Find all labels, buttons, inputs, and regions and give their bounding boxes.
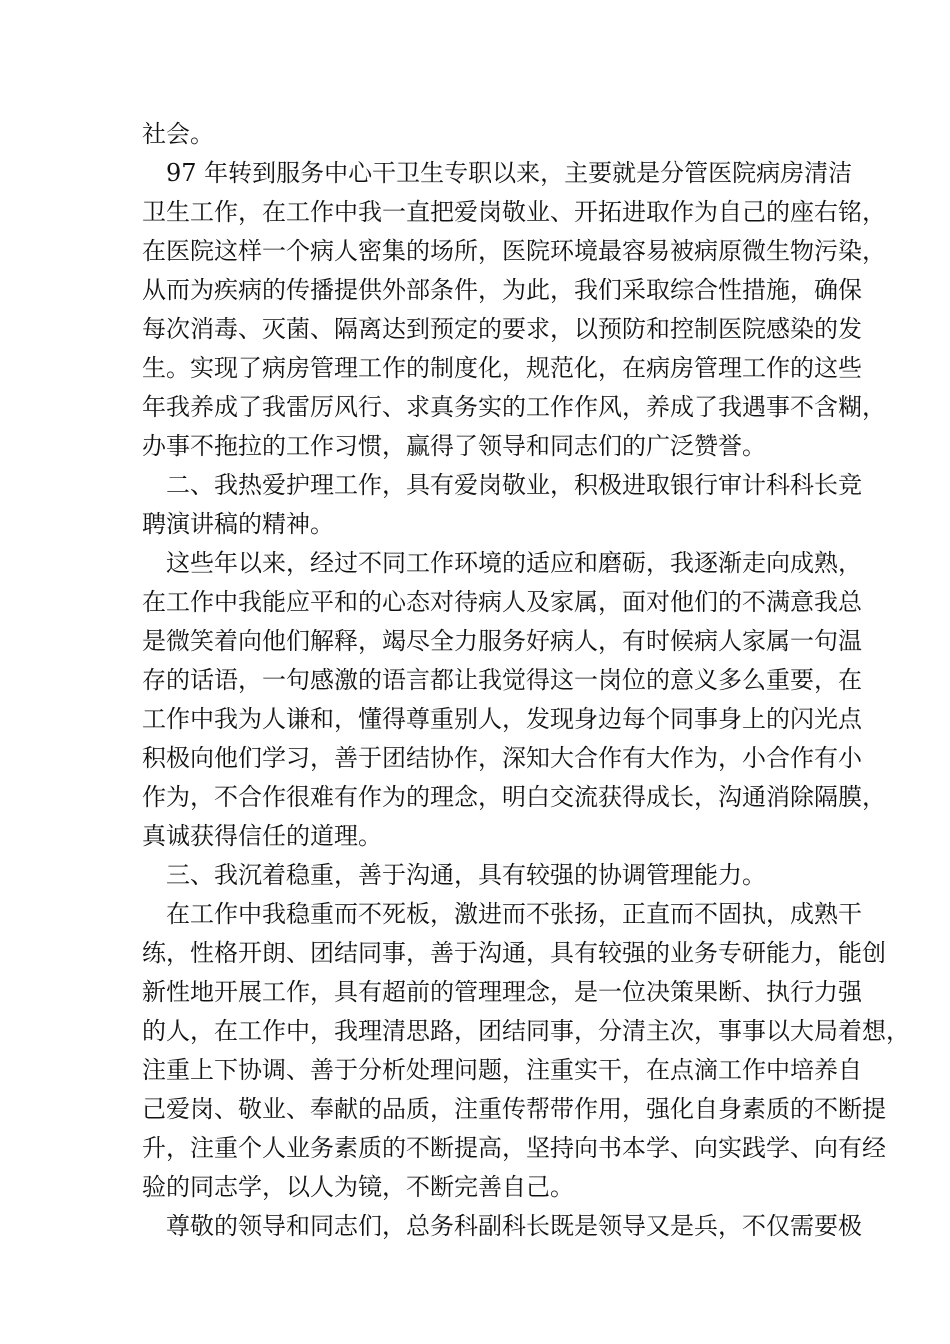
text-line: 卫生工作，在工作中我一直把爱岗敬业、开拓进取作为自己的座右铭， (142, 198, 886, 226)
text-line: 作为，不合作很难有作为的理念，明白交流获得成长，沟通消除隔膜， (142, 783, 886, 811)
text-line: 存的话语，一句感激的语言都让我觉得这一岗位的意义多么重要，在 (142, 666, 862, 694)
text-line: 积极向他们学习，善于团结协作，深知大合作有大作为，小合作有小 (142, 744, 862, 772)
document-body (142, 115, 910, 1246)
text-line: 是微笑着向他们解释，竭尽全力服务好病人，有时候病人家属一句温 (142, 627, 862, 655)
text-line: 己爱岗、敬业、奉献的品质，注重传帮带作用，强化自身素质的不断提 (142, 1095, 886, 1123)
text-line: 的人，在工作中，我理清思路，团结同事，分清主次，事事以大局着想， (142, 1017, 910, 1045)
text-line: 尊敬的领导和同志们，总务科副科长既是领导又是兵，不仅需要极 (166, 1212, 862, 1240)
text-line: 工作中我为人谦和，懂得尊重别人，发现身边每个同事身上的闪光点 (142, 705, 862, 733)
text-line: 每次消毒、灭菌、隔离达到预定的要求，以预防和控制医院感染的发 (142, 315, 862, 343)
text-line: 从而为疾病的传播提供外部条件，为此，我们采取综合性措施，确保 (142, 276, 862, 304)
text-line: 在工作中我稳重而不死板，激进而不张扬，正直而不固执，成熟干 (166, 900, 862, 928)
text-line: 练，性格开朗、团结同事，善于沟通，具有较强的业务专研能力，能创 (142, 939, 886, 967)
text-line: 三、我沉着稳重，善于沟通，具有较强的协调管理能力。 (166, 861, 766, 889)
text-line: 注重上下协调、善于分析处理问题，注重实干，在点滴工作中培养自 (142, 1056, 862, 1084)
text-line: 在医院这样一个病人密集的场所，医院环境最容易被病原微生物污染， (142, 237, 886, 265)
text-line: 新性地开展工作，具有超前的管理理念，是一位决策果断、执行力强 (142, 978, 862, 1006)
text-line: 年我养成了我雷厉风行、求真务实的工作作风，养成了我遇事不含糊， (142, 393, 886, 421)
text-line: 在工作中我能应平和的心态对待病人及家属，面对他们的不满意我总 (142, 588, 862, 616)
text-line: 升，注重个人业务素质的不断提高，坚持向书本学、向实践学、向有经 (142, 1134, 886, 1162)
text-line: 97 年转到服务中心干卫生专职以来，主要就是分管医院病房清洁 (166, 159, 853, 187)
text-line: 这些年以来，经过不同工作环境的适应和磨砺，我逐渐走向成熟， (166, 549, 862, 577)
text-line: 社会。 (142, 120, 214, 148)
text-line: 验的同志学，以人为镜，不断完善自己。 (142, 1173, 574, 1201)
text-line: 聘演讲稿的精神。 (142, 510, 334, 538)
text-line: 办事不拖拉的工作习惯，赢得了领导和同志们的广泛赞誉。 (142, 432, 766, 460)
text-line: 生。实现了病房管理工作的制度化，规范化，在病房管理工作的这些 (142, 354, 862, 382)
text-line: 真诚获得信任的道理。 (142, 822, 382, 850)
text-line: 二、我热爱护理工作，具有爱岗敬业，积极进取银行审计科科长竞 (166, 471, 862, 499)
